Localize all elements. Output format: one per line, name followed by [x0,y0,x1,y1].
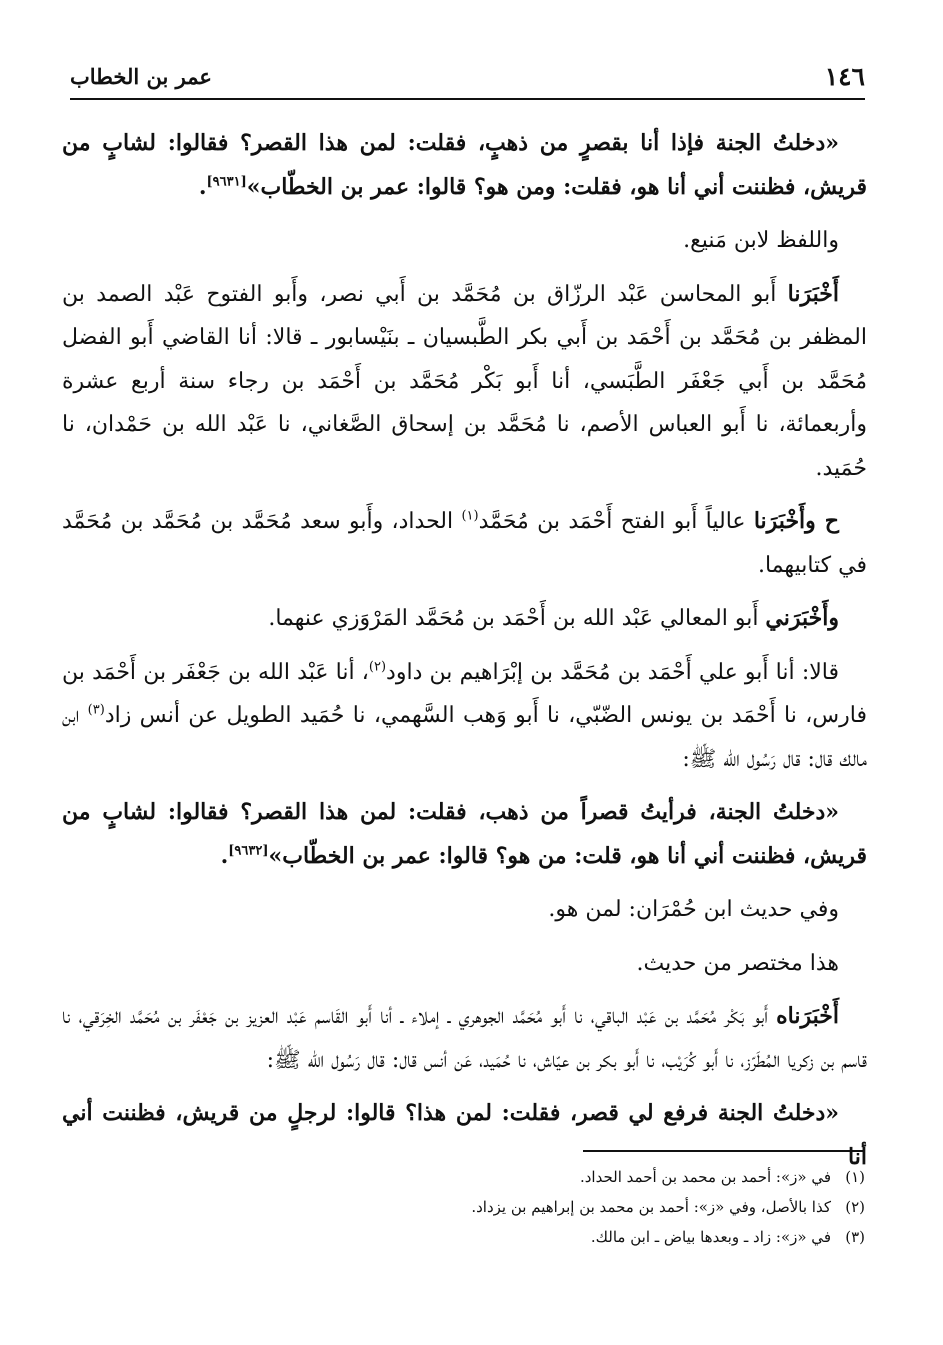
page-header [70,58,865,100]
hadith-text: «دخلتُ الجنة فرفع لي قصر، فقلت: لمن هذا؟ قالوا: لرجلٍ من قريش، فظننت أني أنا [62,1100,867,1170]
isnad-paragraph: وأَخْبَرَني أَبو المعالي عَبْد الله بن أَحْمَد بن مُحَمَّد المَرْوَزي عنهما. [268,605,839,631]
footnote-text: في «ز»: أحمد بن محمد بن أحمد الحداد. [579,1168,831,1186]
paragraph: واللفظ لابن مَنيع. [683,228,839,253]
footnote [145,1162,865,1192]
paragraph: هذا مختصر من حديث. [636,950,839,976]
paragraph: وفي حديث ابن حُمْرَان: لمن هو. [548,897,839,922]
footnotes [145,1162,865,1252]
hadith-text: «دخلتُ الجنة فإذا أنا بقصرٍ من ذهبٍ، فقلت: لمن هذا القصر؟ فقالوا: لشابٍ من قريش، فظننت أني أنا هو، فقلت: ومن هو؟ قالوا: عمر بن الخطّاب»[٩٦٣١]. [62,130,867,200]
footnote-marker: (٢) [368,659,387,675]
keyword-akhbarani: وأَخْبَرَني [765,605,839,631]
footnote-marker: (١) [461,508,479,524]
footnote-text: كذا بالأصل، وفي «ز»: أحمد بن محمد بن إبراهيم بن يزداد. [471,1198,831,1216]
footnote-number: (٣) [845,1228,865,1246]
hadith-reference: [٩٦٣٢] [228,843,269,859]
keyword-akhbarana: وأَخْبَرَنا [753,508,816,534]
isnad-paragraph: قالا: أنا أَبو علي أَحْمَد بن مُحَمَّد بن إبْرَاهيم بن داود$^{(٢)}$، أنا عَبْد الله بن جَعْفَر بن أَحْمَد بن فارس، نا أَحْمَد بن يونس الضّبّي، نا أَبو وَهب السَّهمي، نا حُمَيد الطويل عن أنس زاد$^{(٣)}$ ابن مالك قال: قال رَسُول الله ﷺ: [62,659,867,772]
running-title: عمر بن الخطاب [70,64,212,89]
footnote-marker: (٣) [87,702,105,718]
footnote-divider [583,1150,865,1152]
keyword-akhbarana: أَخْبَرَناه [776,1003,839,1029]
page-number: ١٤٦ [824,62,865,91]
footnote [145,1192,865,1222]
isnad-paragraph: أَخْبَرَنا أَبو المحاسن عَبْد الرزّاق بن مُحَمَّد بن أَبي نصر، وأَبو الفتوح عَبْد الصمد بن المظفر بن مُحَمَّد بن أَحْمَد بن أَبي بكر الطَّبسيان ـ بنَيْسابور ـ قالا: أنا القاضي أَبو الفضل مُحَمَّد بن أَبي جَعْفَر الطَّبَسي، أنا أَبو بَكْر مُحَمَّد بن أَحْمَد بن رجاء سنة أربع عشرة وأربعمائة، نا أَبو العباس الأصم، نا مُحَمَّد بن إسحاق الصَّغاني، نا عَبْد الله بن حَمْدان، نا حُمَيد. [62,280,867,481]
keyword-akhbarana: أَخْبَرَنا [787,280,839,307]
hadith-reference: [٩٦٣١] [206,174,247,190]
footnote-number: (٢) [845,1198,865,1216]
isnad-paragraph: ح وأَخْبَرَنا عالياً أَبو الفتح أَحْمَد بن مُحَمَّد$^{(١)}$ الحداد، وأَبو سعد مُحَمَّد بن مُحَمَّد بن مُحَمَّد في كتابيهما. [62,508,867,578]
footnote [145,1222,865,1252]
isnad-paragraph: أَخْبَرَناه أَبو بَكْر مُحَمَّد بن عَبْد الباقي، نا أَبو مُحَمَّد الجوهري ـ إملاء ـ أنا أَبو القَاسم عَبْد العزيز بن جَعْفَر بن مُحَمَّد الخِرَقي، نا قاسم بن زكريا المُطَرّز، نا أَبو كُرَيْب، نا أَبو بكر بن عيّاش، نا حُمَيد، عَن أنس قال: قال رَسُول الله ﷺ: [62,1003,867,1073]
footnote-number: (١) [845,1168,865,1186]
hadith-text: «دخلتُ الجنة، فرأيتُ قصراً من ذهب، فقلت: لمن هذا القصر؟ فقالوا: لشابٍ من قريش، فظننت أني أنا هو، قلت: من هو؟ قالوا: عمر بن الخطّاب»[٩٦٣٢]. [62,799,867,869]
main-text [62,122,867,1189]
footnote-text: في «ز»: زاد ـ وبعدها بياض ـ ابن مالك. [590,1228,831,1246]
